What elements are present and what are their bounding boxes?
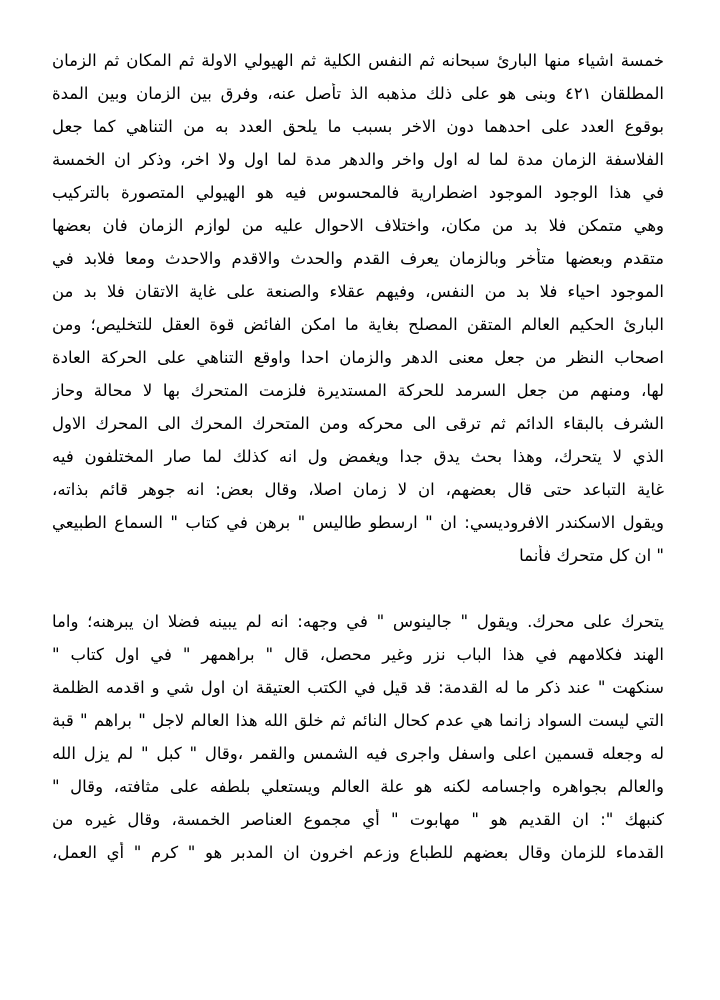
text-line: غاية التباعد حتى قال بعضهم، ان لا زمان اصلا، وقال بعض: انه جوهر قائم بذاته،: [52, 480, 664, 499]
text-line: في هذا الوجود الموجود اضطرارية فالمحسوس فيه هو الهيولي المتصورة بالتركيب: [52, 183, 664, 202]
text-line: خمسة اشياء منها البارئ سبحانه ثم النفس الكلية ثم الهيولي الاولة ثم المكان ثم الزمان: [52, 51, 664, 70]
text-line: ويقول الاسكندر الافروديسي: ان " ارسطو طاليس " برهن في كتاب " السماع الطبيعي: [52, 513, 664, 532]
text-line: التي ليست السواد زانما هي عدم كحال النائم ثم خلق الله هذا العالم لاجل " براهم " قبة: [52, 711, 664, 730]
text-line: لها، ومنهم من جعل السرمد للحركة المستديرة فلزمت المتحرك بها لا محالة وحاز: [52, 381, 664, 400]
text-line: كنبهك ": ان القديم هو " مهابوت " أي مجموع العناصر الخمسة، وقال غيره من: [52, 810, 664, 829]
text-line: القدماء للزمان وقال بعضهم للطباع وزعم اخرون ان المدبر هو " كرم " أي العمل،: [52, 843, 664, 862]
text-line: وهي متمكن فلا بد من مكان، واختلاف الاحوال عليه من لوازم الزمان فان بعضها: [52, 216, 664, 235]
text-line: الهند فكلامهم في هذا الباب نزر وغير محصل، قال " براهمهر " في اول كتاب ": [52, 645, 664, 664]
text-line: سنكهت " عند ذكر ما له القدمة: قد قيل في الكتب العتيقة ان اول شي و اقدمه الظلمة: [52, 678, 664, 697]
text-line: الشرف بالبقاء الدائم ثم ترقى الى محركه ومن المتحرك المحرك الى المحرك الاول: [52, 414, 664, 433]
text-line: بوقوع العدد على احدهما دون الاخر بسبب ما يلحق العدد به من التناهي كما جعل: [52, 117, 664, 136]
text-line: البارئ الحكيم العالم المتقن المصلح بغاية ما امكن الفائض قوة العقل للتخليص؛ ومن: [52, 315, 664, 334]
text-line: والعالم بجواهره واجسامه لكنه هو علة العالم ويستعلي بلطفه على مثافته، وقال ": [52, 777, 664, 796]
text-line: اصحاب النظر من جعل معنى الدهر والزمان احدا واوقع التناهي على الحركة العادة: [52, 348, 664, 367]
text-line: الموجود احياء فلا بد من النفس، وفيهم عقلاء والصنعة على غاية الاتقان فلا بد من: [52, 282, 664, 301]
text-line: الذي لا يتحرك، وهذا بحث يدق جدا ويغمض ول انه كذلك لما صار المختلفون فيه: [52, 447, 664, 466]
text-line: الفلاسفة الزمان مدة لما له اول واخر والدهر مدة لما اول ولا اخر، وذكر ان الخمسة: [52, 150, 664, 169]
text-line: المطلقان ٤٢١ وبنى هو على ذلك مذهبه الذ تأصل عنه، وفرق بين الزمان وبين المدة: [52, 84, 664, 103]
text-line: له وجعله قسمين اعلى واسفل واجرى فيه الشمس والقمر ،وقال " كبل " لم يزل الله: [52, 744, 664, 763]
text-line: " ان كل متحرك فأنما: [519, 546, 664, 565]
text-line: متقدم وبعضها متأخر وبالزمان يعرف القدم والحدث والاقدم والاحدث ومعا فلابد في: [52, 249, 664, 268]
text-line: يتحرك على محرك. ويقول " جالينوس " في وجهه: انه لم يبينه فضلا ان يبرهنه؛ واما: [52, 612, 664, 631]
